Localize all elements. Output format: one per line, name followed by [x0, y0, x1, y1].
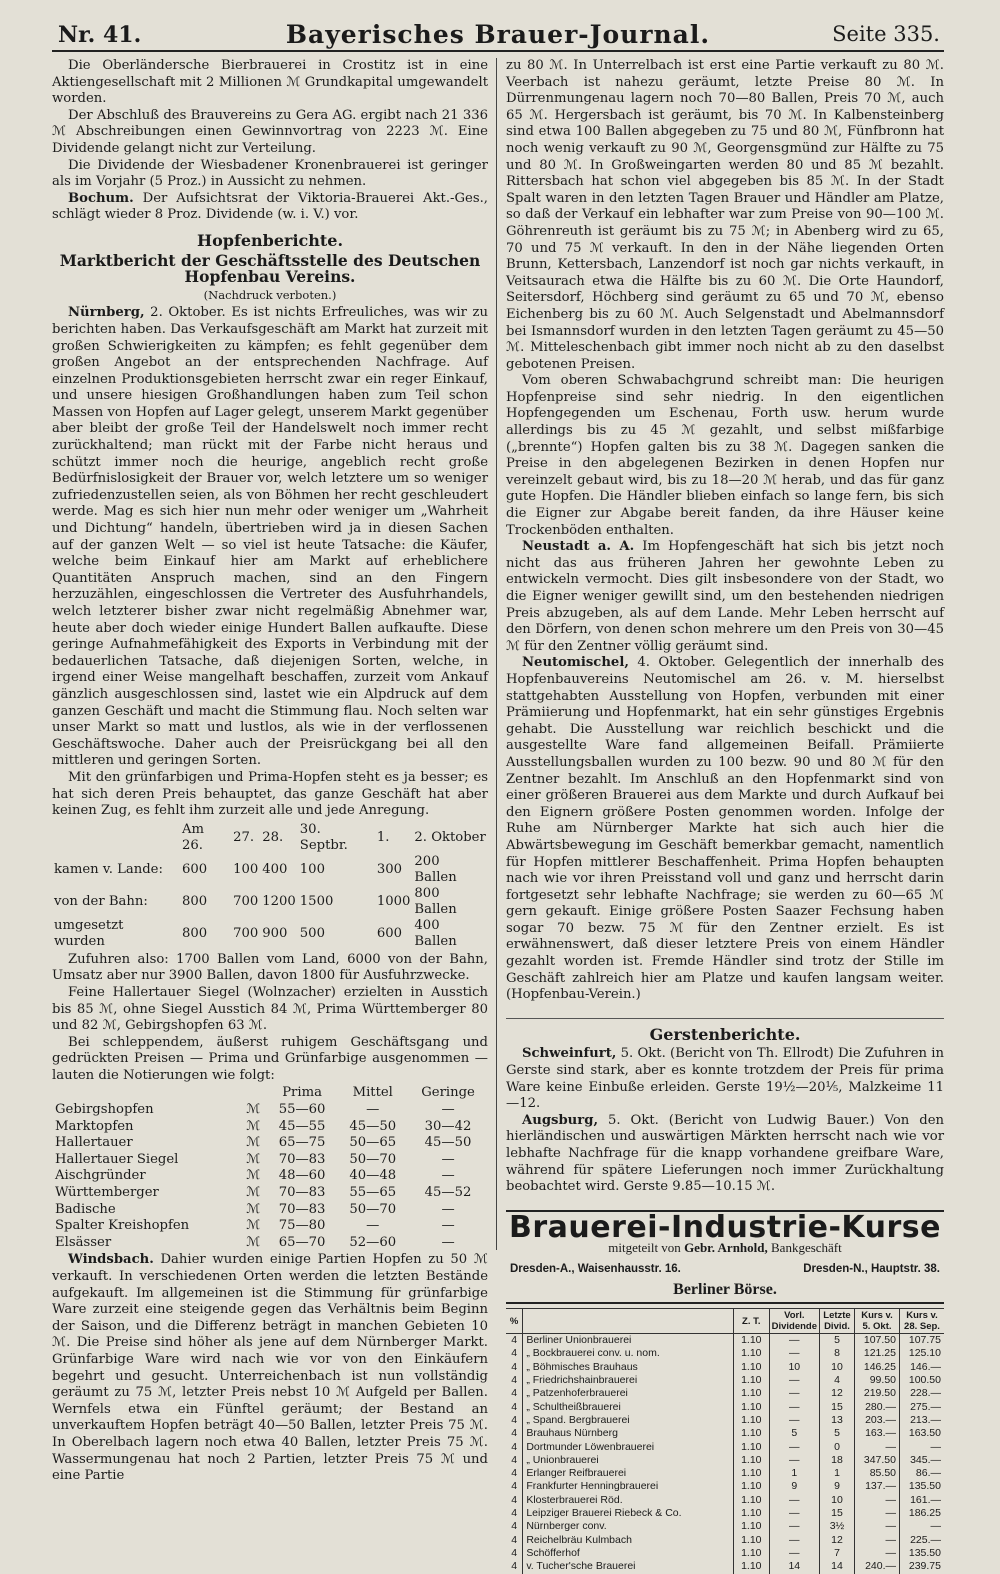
kurse-name: „ Böhmisches Brauhaus — [523, 1361, 734, 1374]
price-prima: 75—80 — [278, 1218, 326, 1234]
kurse-letzte: 0 — [820, 1441, 855, 1454]
kurse-row — [506, 1334, 944, 1348]
price-unit: ℳ — [246, 1135, 261, 1151]
price-name: Spalter Kreishopfen — [55, 1218, 190, 1234]
kurse-vorl: 10 — [769, 1361, 819, 1374]
price-unit: ℳ — [246, 1102, 261, 1118]
continued-paragraph: zu 80 ℳ. In Unterrelbach ist erst eine Partie verkauft zu 80 ℳ. Veerbach ist nahezu geräumt, letzte Preise 80 ℳ. In Dürrenmungenau lagern noch 70—80 Ballen, Preis 70 ℳ, auch 65 ℳ. Hergersbach ist geräumt, bis 70 ℳ. In Kalbensteinberg sind etwa 100 Ballen abgegeben zu 75 und 80 ℳ, Fünfbronn hat noch wenig verkauft zu 90 ℳ, Georgensgmünd zur Hälfte zu 75 und 80 ℳ. In Großweingarten werden 80 und 85 ℳ bezahlt. Rittersbach hat schon viel abgegeben bis 85 ℳ. In der Stadt Spalt waren in den letzten Tagen Brauer und Händler am Platze, so daß der Verkauf ein lebhafter war zum Preise von 90—100 ℳ. Göhrenreuth ist geräumt bis zu 75 ℳ; in Abenberg wird zu 65, 70 und 75 ℳ verkauft. In den in der Nähe liegenden Orten Brunn, Kettersbach, Lanzendorf ist noch gar nichts verkauft, in Veitsaurach etwa die Hälfte bis zu 60 ℳ. Die Orte Haundorf, Seitersdorf, Höchberg sind geräumt zu 65 und 70 ℳ, ebenso Eichenberg bis zu 60 ℳ. Auch Selgenstadt und Abelmannsdorf bei Ismannsdorf wurden in den letzten Tagen geräumt zu 45—50 ℳ. Mitteleschenbach gibt immer noch nicht ab zu den daselbst gebotenen Preisen. — [506, 58, 944, 372]
kurse-pct: 4 — [506, 1387, 523, 1400]
kurse-k28: 228.— — [900, 1387, 945, 1400]
kurse-name: Schöfferhof — [523, 1547, 734, 1560]
kurse-k28: 86.— — [900, 1467, 945, 1480]
kurse-k28: 161.— — [900, 1494, 945, 1507]
kurse-name: v. Tucher'sche Brauerei — [523, 1560, 734, 1573]
schleppend-paragraph: Bei schleppendem, äußerst ruhigem Geschäftsgang und gedrückten Preisen — Prima und Grünfarbige ausgenommen — lauten die Notierungen wie folgt: — [52, 1034, 488, 1083]
supply-date: 27. — [233, 829, 255, 845]
kurse-zt: 1.10 — [733, 1374, 769, 1387]
news-paragraph: Die Oberländersche Bierbrauerei in Crostitz ist in eine Aktiengesellschaft mit 2 Millionen ℳ Grundkapital umgewandelt worden. — [52, 58, 488, 107]
price-prima: 70—83 — [278, 1151, 326, 1167]
supply-header-row — [52, 822, 488, 854]
kurse-letzte: 5 — [820, 1334, 855, 1348]
price-prima: 48—60 — [278, 1168, 326, 1184]
kurse-name: „ Patzenhoferbrauerei — [523, 1387, 734, 1400]
supply-table — [52, 822, 488, 950]
kurse-row — [506, 1414, 944, 1427]
kurse-name: Brauhaus Nürnberg — [523, 1427, 734, 1440]
kurse-row — [506, 1441, 944, 1454]
nachdruck-note: (Nachdruck verboten.) — [203, 287, 337, 302]
kurse-zt: 1.10 — [733, 1467, 769, 1480]
kurse-name: Klosterbrauerei Röd. — [523, 1494, 734, 1507]
price-prima: 55—60 — [278, 1102, 326, 1118]
bochum-paragraph — [52, 191, 488, 224]
report-source: (Hopfenbau-Verein.) — [506, 987, 641, 1003]
kurse-header-row — [506, 1309, 944, 1334]
price-table — [52, 1085, 488, 1251]
price-geringe: — — [441, 1102, 455, 1118]
kurse-k5: 107.50 — [855, 1334, 900, 1348]
supply-date: Am 26. — [182, 821, 205, 853]
price-row — [52, 1202, 488, 1219]
supply-label: von der Bahn: — [54, 893, 148, 909]
kurse-vorl: — — [769, 1507, 819, 1520]
price-name: Württemberger — [55, 1185, 159, 1201]
kurse-vorl: — — [769, 1441, 819, 1454]
kurse-pct: 4 — [506, 1441, 523, 1454]
kurse-pct: 4 — [506, 1414, 523, 1427]
kurse-k28: — — [900, 1520, 945, 1533]
supply-value: 1000 — [376, 893, 411, 909]
kurse-k5: 280.— — [855, 1401, 900, 1414]
kurse-row — [506, 1534, 944, 1547]
neutomischel-report — [506, 655, 944, 1003]
kurse-letzte: 15 — [820, 1401, 855, 1414]
kurse-k5: — — [855, 1547, 900, 1560]
kurse-k28: — — [900, 1441, 945, 1454]
kurse-name: „ Unionbrauerei — [523, 1454, 734, 1467]
price-row — [52, 1185, 488, 1202]
kurse-addresses — [510, 1261, 940, 1278]
price-row — [52, 1102, 488, 1119]
kurse-k5: 347.50 — [855, 1454, 900, 1467]
col-pct: % — [506, 1309, 523, 1334]
price-mittel: 55—65 — [349, 1185, 397, 1201]
kurse-row — [506, 1507, 944, 1520]
kurse-k5: — — [855, 1494, 900, 1507]
kurse-row — [506, 1454, 944, 1467]
price-col-prima: Prima — [282, 1085, 322, 1101]
supply-value: 600 — [376, 925, 403, 941]
price-col-geringe: Geringe — [421, 1085, 475, 1101]
kurse-letzte: 12 — [820, 1534, 855, 1547]
kurse-zt: 1.10 — [733, 1401, 769, 1414]
paragraph-text: 5. Okt. (Bericht von Ludwig Bauer.) Von den hierländischen und auswärtigen Märkten herrscht nach wie vor lebhafte Nachfrage für die knapp vorhandene greifbare Ware, während für spätere Lieferungen noch immer Zurückhaltung beobachtet wird. Gerste 9.85—10.15 ℳ. — [506, 1112, 944, 1195]
paragraph-text: Dahier wurden einige Partien Hopfen zu 50 ℳ verkauft. In verschiedenen Orten werden die letzten Bestände aufgekauft. Im allgemeinen ist die Stimmung für grünfarbige Ware zurzeit eine steigende gegen das Verhältnis beim Beginn der Saison, und die Differenz beträgt in manchen Gebieten 10 ℳ. Die Preise sind höher als jene auf dem Nürnberger Markt. Grünfarbige Ware wird nach wie vor von den Einkäufern begehrt und gesucht. Unterreichenbach ist nun vollständig geräumt zu 75 ℳ, letzter Preis nebst 10 ℳ Aufgeld per Ballen. Wernfels etwa ein Fünftel geräumt; der Bestand an unverkauftem Hopfen beträgt 40—50 Ballen, letzter Preis 75 ℳ. In Oberelbach lagern noch etwa 40 Ballen, letzter Preis 75 ℳ. Wassermungenau hat noch 2 Partien, letzter Preis 75 ℳ und eine Partie — [52, 1252, 488, 1484]
kurse-letzte: 9 — [820, 1480, 855, 1493]
kurse-body — [506, 1334, 944, 1574]
kurse-row — [506, 1427, 944, 1440]
price-row — [52, 1218, 488, 1235]
boerse-heading: Berliner Börse. — [506, 1282, 944, 1305]
place-name: Neutomischel, — [522, 655, 629, 671]
kurse-name: Frankfurter Henningbrauerei — [523, 1480, 734, 1493]
supply-value: 400 Ballen — [414, 917, 457, 949]
price-geringe: — — [441, 1168, 455, 1184]
kurse-k5: — — [855, 1520, 900, 1533]
kurse-k5: 121.25 — [855, 1347, 900, 1360]
col-vorl: Vorl. Dividende — [769, 1309, 819, 1334]
paragraph-text: 4. Oktober. Gelegentlich der innerhalb des Hopfenbauvereins Neutomischel am 26. v. M. hierselbst stattgehabten Ausstellung von Hopfen, verbunden mit einer Prämiierung und Hopfenmarkt, hat ein sehr günstiges Ergebnis gehabt. Die Ausstellung war reichlich beschickt und die ausgestellte Ware fand allgemeinen Beifall. Prämiierte Ausstellungsballen wurden zu 100 bezw. 90 und 80 ℳ für den Zentner bezahlt. Im Anschluß an den Hopfenmarkt sind von einer größeren Brauerei aus dem Markte und durch Aufkauf bei den Eignern größere Posten genommen worden. Infolge der Ruhe am Nürnberger Markte hat sich auch hier die Abwärtsbewegung im Geschäft bemerkbar gemacht, namentlich für Hopfen mittlerer Beschaffenheit. Prima Hopfen behaupten nach wie vor ihren Preisstand voll und ganz und herrscht darin fortgesetzt sehr lebhafte Nachfrage; sie werden zu 60—65 ℳ gern gekauft. Einige größere Posten Saazer Fechsung haben sogar 70 bezw. 75 ℳ für den Zentner erzielt. Es ist erwähnenswert, daß dieser letztere Preis von einem Händler gezahlt worden ist. Fremde Händler sind trotz der Stille im Geschäft zahlreich hier am Platze und kaufen langsam weiter. — [506, 655, 944, 986]
price-geringe: 45—50 — [424, 1135, 472, 1151]
kurse-letzte: 13 — [820, 1414, 855, 1427]
supply-row — [52, 854, 488, 886]
kurse-name: Dortmunder Löwenbrauerei — [523, 1441, 734, 1454]
kurse-pct: 4 — [506, 1361, 523, 1374]
price-prima: 45—55 — [278, 1118, 326, 1134]
price-mittel: 45—50 — [349, 1118, 397, 1134]
kurse-k28: 275.— — [900, 1401, 945, 1414]
address-right: Dresden-N., Hauptstr. 38. — [803, 1262, 940, 1275]
schweinfurt-report — [506, 1046, 944, 1112]
place-name: Schweinfurt, — [522, 1046, 617, 1062]
neustadt-report — [506, 539, 944, 655]
price-col-mittel: Mittel — [352, 1085, 393, 1101]
supply-value: 700 — [233, 925, 259, 941]
kurse-letzte: 14 — [820, 1560, 855, 1573]
kurse-name: Nürnberger conv. — [523, 1520, 734, 1533]
kurse-vorl: — — [769, 1387, 819, 1400]
kurse-name: Leipziger Brauerei Riebeck & Co. — [523, 1507, 734, 1520]
kurse-k28: 107.75 — [900, 1334, 945, 1348]
price-mittel: 50—70 — [349, 1201, 397, 1217]
paragraph-text: 2. Oktober. Es ist nichts Erfreuliches, was wir zu berichten haben. Das Verkaufsgeschäft am Markt hat zurzeit mit großen Schwierigkeiten zu kämpfen; es fehlt gegenüber dem großen Angebot an der entsprechenden Nachfrage. Auf einzelnen Produktionsgebieten herrscht zwar ein reger Einkauf, und unsere hiesigen Großhandlungen haben zum Teil schon Massen von Hopfen auf Lager gelegt, unserem Markt gegenüber aber bleibt der große Teil der Handelswelt noch immer recht zurückhaltend; man rückt mit der Farbe nicht heraus und schützt immer noch die heurige, angeblich recht große Bedürfnislosigkeit der Brauer vor, welch letztere um so weniger zufriedenzustellen seien, als von Böhmen her recht geschleudert werde. Mag es sich hier nun mehr oder weniger um „Wahrheit und Dichtung“ handeln, übertrieben wird ja in diesen Sachen auf der ganzen Welt — so viel ist heute Tatsache: die Käufer, welche beim Einkauf hier am Markt auf erheblichere Quantitäten Anspruch machen, sind an den Fingern herzuzählen, eingeschlossen die Vertreter des Ausfuhrhandels, welch letzterer bisher zwar nicht regelmäßig Abnehmer war, heute aber doch wieder einige Hundert Ballen aufkaufte. Diese geringe Aufnahmefähigkeit des Exports in Verbindung mit der bedauerlichen Tatsache, daß diejenigen Sorten, welche, in irgend einer Weise mangelhaft beschaffen, zurzeit vom Ankauf gänzlich ausgeschlossen sind, lastet wie ein Alpdruck auf dem ganzen Geschäft und macht die Stimmung flau. Noch selten war unser Markt so matt und lustlos, als wie in der verflossenen Geschäftswoche. Daher auch der Preisrückgang bei all den mittleren und geringen Sorten. — [52, 305, 488, 769]
supply-label: umgesetzt wurden — [54, 917, 124, 949]
supply-value: 800 — [182, 925, 208, 941]
price-geringe: 30—42 — [424, 1118, 472, 1134]
price-mittel: 50—70 — [349, 1151, 397, 1167]
kurse-pct: 4 — [506, 1454, 523, 1467]
col-letzte: Letzte Divid. — [820, 1309, 855, 1334]
price-mittel: 50—65 — [349, 1135, 397, 1151]
price-prima: 65—75 — [278, 1135, 326, 1151]
paragraph-text: Der Aufsichtsrat der Viktoria-Brauerei Akt.-Ges., schlägt wieder 8 Proz. Dividende (w. i. V.) vor. — [52, 190, 488, 223]
kurse-pct: 4 — [506, 1374, 523, 1387]
col-zt: Z. T. — [733, 1309, 769, 1334]
supply-date: 2. Oktober — [414, 829, 486, 845]
kurse-zt: 1.10 — [733, 1507, 769, 1520]
price-row — [52, 1168, 488, 1185]
kurse-zt: 1.10 — [733, 1414, 769, 1427]
kurse-k28: 186.25 — [900, 1507, 945, 1520]
kurse-vorl: — — [769, 1454, 819, 1467]
kurse-vorl: 5 — [769, 1427, 819, 1440]
supply-date: 28. — [262, 829, 284, 845]
kurse-name: „ Friedrichshainbrauerei — [523, 1374, 734, 1387]
kurse-zt: 1.10 — [733, 1520, 769, 1533]
augsburg-report — [506, 1113, 944, 1196]
kurse-vorl: 1 — [769, 1467, 819, 1480]
kurse-pct: 4 — [506, 1427, 523, 1440]
kurse-k5: 203.— — [855, 1414, 900, 1427]
price-geringe: — — [441, 1234, 455, 1250]
kurse-letzte: 8 — [820, 1347, 855, 1360]
kurse-k5: — — [855, 1441, 900, 1454]
price-prima: 65—70 — [278, 1234, 326, 1250]
kurse-k28: 125.10 — [900, 1347, 945, 1360]
price-mittel: — — [366, 1218, 380, 1234]
kurse-vorl: — — [769, 1347, 819, 1360]
supply-value: 700 — [233, 893, 259, 909]
kurse-pct: 4 — [506, 1467, 523, 1480]
hallertauer-paragraph: Feine Hallertauer Siegel (Wolnzacher) erzielten in Ausstich bis 85 ℳ, ohne Siegel Ausstich 84 ℳ, Prima Württemberger 80 und 82 ℳ, Gebirgshopfen 63 ℳ. — [52, 984, 488, 1034]
left-column — [52, 58, 488, 1485]
supply-row — [52, 886, 488, 918]
price-name: Badische — [55, 1201, 116, 1217]
kurse-pct: 4 — [506, 1507, 523, 1520]
place-name: Windsbach. — [68, 1252, 154, 1268]
kurse-row — [506, 1520, 944, 1533]
gerste-heading: Gerstenberichte. — [506, 1018, 944, 1044]
kurse-letzte: 3½ — [820, 1520, 855, 1533]
kurse-row — [506, 1374, 944, 1387]
kurse-zt: 1.10 — [733, 1347, 769, 1360]
price-geringe: 45—52 — [424, 1185, 472, 1201]
kurse-letzte: 10 — [820, 1494, 855, 1507]
supply-value: 500 — [299, 925, 325, 941]
kurse-vorl: — — [769, 1401, 819, 1414]
kurse-k5: 85.50 — [855, 1467, 900, 1480]
kurse-name: „ Schultheißbrauerei — [523, 1401, 734, 1414]
kurse-letzte: 7 — [820, 1547, 855, 1560]
kurse-row — [506, 1547, 944, 1560]
price-geringe: — — [441, 1151, 455, 1167]
kurse-pct: 4 — [506, 1480, 523, 1493]
kurse-letzte: 12 — [820, 1387, 855, 1400]
kurse-sub-prefix: mitgeteilt von — [608, 1240, 685, 1256]
paragraph-text: Im Hopfengeschäft hat sich bis jetzt noch nicht das aus früheren Jahren her gewohnte Leben zu entwickeln vermocht. Dies gilt insbesondere von der Stadt, wo die Eigner weniger gewillt sind, um den bestehenden niedrigen Preis abzugeben, als auf dem Lande. Mehr Leben herrscht auf den Dörfern, von denen schon mehrere um den Preis von 30—45 ℳ für den Zentner völlig geräumt sind. — [506, 539, 944, 654]
kurse-zt: 1.10 — [733, 1480, 769, 1493]
journal-title: Bayerisches Brauer-Journal. — [285, 20, 711, 49]
kurse-zt: 1.10 — [733, 1387, 769, 1400]
kurse-letzte: 15 — [820, 1507, 855, 1520]
kurse-k5: 163.— — [855, 1427, 900, 1440]
page-number: Seite 335. — [832, 22, 940, 46]
kurse-k28: 163.50 — [900, 1427, 945, 1440]
kurse-pct: 4 — [506, 1534, 523, 1547]
price-body — [52, 1102, 488, 1251]
paragraph-text: 5. Okt. (Bericht von Th. Ellrodt) Die Zufuhren in Gerste sind stark, aber es konnte trotzdem der Preis für prima Ware keine Einbuße erleiden. Gerste 19½—20⅕, Malzkeime 11—12. — [506, 1046, 944, 1112]
kurse-zt: 1.10 — [733, 1427, 769, 1440]
kurse-vorl: 9 — [769, 1480, 819, 1493]
windsbach-report — [52, 1252, 488, 1484]
kurse-k5: 146.25 — [855, 1361, 900, 1374]
kurse-name: Erlanger Reifbrauerei — [523, 1467, 734, 1480]
kurse-row — [506, 1560, 944, 1573]
supply-date: 30. Septbr. — [299, 821, 348, 853]
price-name: Gebirgshopfen — [55, 1102, 154, 1118]
kurse-vorl: — — [769, 1547, 819, 1560]
kurse-k28: 213.— — [900, 1414, 945, 1427]
kurse-k5: 219.50 — [855, 1387, 900, 1400]
kurse-zt: 1.10 — [733, 1441, 769, 1454]
page-header — [52, 14, 944, 52]
place-name: Nürnberg, — [68, 305, 145, 321]
kurse-pct: 4 — [506, 1494, 523, 1507]
kurse-k28: 239.75 — [900, 1560, 945, 1573]
kurse-letzte: 1 — [820, 1467, 855, 1480]
issue-number: Nr. 41. — [58, 22, 142, 48]
kurse-pct: 4 — [506, 1560, 523, 1573]
kurse-k5: 99.50 — [855, 1374, 900, 1387]
price-unit: ℳ — [246, 1168, 261, 1184]
kurse-pct: 4 — [506, 1347, 523, 1360]
kurse-zt: 1.10 — [733, 1547, 769, 1560]
kurse-k5: 137.— — [855, 1480, 900, 1493]
news-paragraph: Der Abschluß des Brauvereins zu Gera AG. ergibt nach 21 336 ℳ Abschreibungen einen Gewinnvortrag von 2223 ℳ. Eine Dividende gelangt nicht zur Verteilung. — [52, 107, 488, 156]
kurse-row — [506, 1401, 944, 1414]
supply-value: 800 Ballen — [414, 885, 457, 917]
kurse-k5: — — [855, 1534, 900, 1547]
kurse-letzte: 5 — [820, 1427, 855, 1440]
kurse-row — [506, 1347, 944, 1360]
kurse-row — [506, 1387, 944, 1400]
price-row — [52, 1135, 488, 1152]
kurse-pct: 4 — [506, 1334, 523, 1348]
kurse-pct: 4 — [506, 1547, 523, 1560]
kurse-vorl: — — [769, 1374, 819, 1387]
supply-value: 800 — [182, 893, 208, 909]
kurse-zt: 1.10 — [733, 1560, 769, 1573]
price-name: Elsässer — [55, 1234, 112, 1250]
kurse-name: Reichelbräu Kulmbach — [523, 1534, 734, 1547]
supply-value: 100 — [233, 861, 259, 877]
price-unit: ℳ — [246, 1118, 261, 1134]
kurse-row — [506, 1361, 944, 1374]
kurse-k28: 225.— — [900, 1534, 945, 1547]
kurse-sub-suffix: Bankgeschäft — [767, 1240, 842, 1256]
price-mittel: 40—48 — [349, 1168, 397, 1184]
supply-value: 100 — [299, 861, 325, 877]
kurse-letzte: 10 — [820, 1361, 855, 1374]
kurse-k28: 146.— — [900, 1361, 945, 1374]
price-unit: ℳ — [246, 1201, 261, 1217]
kurse-name: „ Spand. Bergbrauerei — [523, 1414, 734, 1427]
kurse-vorl: — — [769, 1520, 819, 1533]
col-kurs5: Kurs v. 5. Okt. — [855, 1309, 900, 1334]
nuernberg-report — [52, 305, 488, 770]
supply-value: 600 — [182, 861, 208, 877]
kurse-k28: 345.— — [900, 1454, 945, 1467]
supply-date: 1. — [376, 829, 390, 845]
col-name — [523, 1309, 734, 1334]
schwabach-paragraph: Vom oberen Schwabachgrund schreibt man: Die heurigen Hopfenpreise sind sehr niedrig. In den eigentlichen Hopfengegenden um Eschenau, Forth usw. herum wurde allerdings bis zu 45 ℳ gezahlt, und selbst mißfarbige („brennte“) Hopfen galten bis zu 38 ℳ. Dagegen sanken die Preise in den abgelegenen Bezirken in denen Hopfen nur vereinzelt gebaut wird, bis zu 18—20 ℳ herab, und das für ganz gute Hopfen. Die Händler blieben einfach so lange fern, bis sich die Eigner zur Abgabe bereit fanden, da ihre Häuser keine Trockenböden enthalten. — [506, 373, 944, 538]
kurse-zt: 1.10 — [733, 1361, 769, 1374]
price-unit: ℳ — [246, 1234, 261, 1250]
price-row — [52, 1235, 488, 1252]
kurse-table — [506, 1308, 944, 1573]
supply-value: 200 Ballen — [414, 853, 457, 885]
price-prima: 70—83 — [278, 1201, 326, 1217]
kurse-k28: 100.50 — [900, 1374, 945, 1387]
price-prima: 70—83 — [278, 1185, 326, 1201]
place-name: Bochum. — [68, 190, 134, 206]
kurse-row — [506, 1494, 944, 1507]
hopfen-heading: Hopfenberichte. — [196, 230, 344, 250]
kurse-zt: 1.10 — [733, 1494, 769, 1507]
supply-value: 300 — [376, 861, 403, 877]
kurse-zt: 1.10 — [733, 1334, 769, 1348]
price-header-row — [52, 1085, 488, 1102]
kurse-pct: 4 — [506, 1520, 523, 1533]
kurse-k28: 135.50 — [900, 1480, 945, 1493]
supply-label: kamen v. Lande: — [54, 861, 163, 877]
kurse-name: Berliner Unionbrauerei — [523, 1334, 734, 1348]
price-row — [52, 1152, 488, 1169]
price-mittel: — — [366, 1102, 380, 1118]
supply-row — [52, 918, 488, 950]
kurse-k28: 135.50 — [900, 1547, 945, 1560]
price-row — [52, 1119, 488, 1136]
right-column — [506, 58, 944, 1574]
address-left: Dresden-A., Waisenhausstr. 16. — [510, 1262, 681, 1275]
supply-value: 1500 — [299, 893, 334, 909]
kurse-letzte: 4 — [820, 1374, 855, 1387]
kurse-name: „ Bockbrauerei conv. u. nom. — [523, 1347, 734, 1360]
kurse-vorl: 14 — [769, 1560, 819, 1573]
kurse-firm: Gebr. Arnhold, — [684, 1240, 768, 1256]
price-geringe: — — [441, 1218, 455, 1234]
kurse-k5: 240.— — [855, 1560, 900, 1573]
column-divider — [496, 58, 497, 1250]
marktbericht-heading: Marktbericht der Geschäftsstelle des Deutschen Hopfenbau Vereins. — [59, 250, 481, 287]
kurse-k5: — — [855, 1507, 900, 1520]
price-name: Hallertauer — [55, 1135, 133, 1151]
kurse-zt: 1.10 — [733, 1454, 769, 1467]
supply-value: 900 — [262, 925, 288, 941]
kurse-row — [506, 1467, 944, 1480]
kurse-vorl: — — [769, 1414, 819, 1427]
place-name: Augsburg, — [522, 1112, 599, 1128]
kurse-vorl: — — [769, 1534, 819, 1547]
kurse-pct: 4 — [506, 1401, 523, 1414]
price-name: Aischgründer — [55, 1168, 146, 1184]
gruen-paragraph: Mit den grünfarbigen und Prima-Hopfen steht es ja besser; es hat sich deren Preis behauptet, das ganze Geschäft hat aber keinen Zug, es fehlt ihm zurzeit alle und jede Anregung. — [52, 769, 488, 819]
zufuhren-paragraph: Zufuhren also: 1700 Ballen vom Land, 6000 von der Bahn, Umsatz aber nur 3900 Ballen, davon 1800 für Ausfuhrzwecke. — [52, 951, 488, 984]
supply-value: 400 — [262, 861, 288, 877]
col-kurs28: Kurs v. 28. Sep. — [900, 1309, 945, 1334]
price-unit: ℳ — [246, 1185, 261, 1201]
kurse-row — [506, 1480, 944, 1493]
price-name: Marktopfen — [55, 1118, 134, 1134]
news-paragraph: Die Dividende der Wiesbadener Kronenbrauerei ist geringer als im Vorjahr (5 Proz.) in Aussicht zu nehmen. — [52, 157, 488, 190]
price-mittel: 52—60 — [349, 1234, 397, 1250]
kurse-letzte: 18 — [820, 1454, 855, 1467]
price-name: Hallertauer Siegel — [55, 1151, 179, 1167]
supply-value: 1200 — [262, 893, 296, 909]
price-unit: ℳ — [246, 1151, 261, 1167]
kurse-vorl: — — [769, 1494, 819, 1507]
kurse-heading: Brauerei-Industrie-Kurse — [506, 1210, 944, 1237]
place-name: Neustadt a. A. — [522, 539, 635, 555]
kurse-vorl: — — [769, 1334, 819, 1348]
price-unit: ℳ — [246, 1218, 261, 1234]
price-geringe: — — [441, 1201, 455, 1217]
kurse-zt: 1.10 — [733, 1534, 769, 1547]
